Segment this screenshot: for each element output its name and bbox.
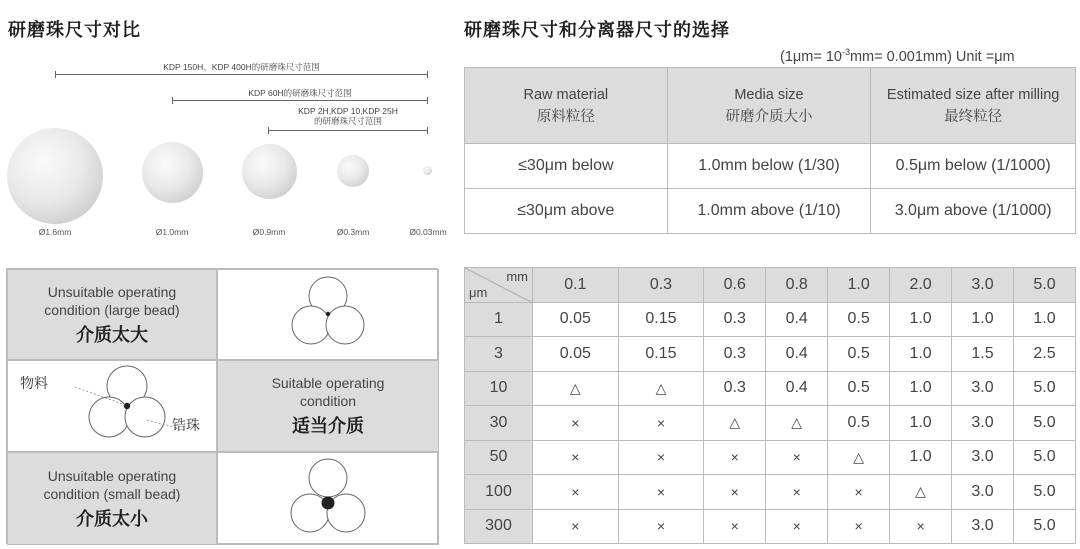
column-header-row (465, 268, 1076, 303)
range-line-60h (172, 100, 428, 101)
table-cell: △ (704, 406, 766, 441)
table-cell: 1.0 (890, 371, 952, 406)
left-title: 研磨珠尺寸对比 (8, 20, 141, 41)
media-size-table (464, 67, 1076, 234)
bead-0-9mm (242, 144, 297, 199)
table-cell: 0.15 (618, 337, 704, 372)
corner-cell (465, 268, 533, 303)
table-cell: 0.15 (618, 302, 704, 337)
diagram-suitable-bead (7, 360, 217, 452)
table-cell: × (704, 475, 766, 510)
table-cell: × (766, 509, 828, 544)
header-raw-material-en: Raw material (523, 86, 609, 103)
table-cell: × (618, 440, 704, 475)
table-cell: × (828, 475, 890, 510)
table-cell: × (533, 406, 619, 441)
table-cell: 5.0 (1013, 475, 1075, 510)
row-header: 30 (465, 406, 533, 441)
table-cell: 0.5μm below (1/1000) (871, 144, 1076, 189)
table-cell: △ (890, 475, 952, 510)
table-cell: 0.5 (828, 302, 890, 337)
range-label-150h: KDP 150H、KDP 400H的研磨珠尺寸范围 (163, 62, 320, 72)
table-cell: ≤30μm below (465, 144, 668, 189)
table-cell: × (618, 509, 704, 544)
table-cell: 3.0 (952, 440, 1014, 475)
row-header: 10 (465, 371, 533, 406)
row-header: 300 (465, 509, 533, 544)
header-media-size (667, 68, 871, 144)
column-header: 5.0 (1013, 268, 1075, 303)
suitable-bead-diagram-icon (67, 362, 177, 450)
bead-label-0-9mm: Ø0.9mm (252, 227, 286, 237)
column-header: 1.0 (828, 268, 890, 303)
table-cell: 0.05 (533, 337, 619, 372)
column-header: 3.0 (952, 268, 1014, 303)
unit-note-prefix: (1μm= 10 (780, 48, 842, 65)
table-cell: × (766, 440, 828, 475)
table-cell: 1.0 (1013, 302, 1075, 337)
condition-suitable-en: Suitable operating condition (271, 375, 385, 409)
bead-selection-table (464, 267, 1076, 544)
table-cell: × (533, 440, 619, 475)
diagram-large-bead (217, 269, 439, 360)
table-cell: 0.5 (828, 371, 890, 406)
unit-note-suffix: mm= 0.001mm) Unit =μm (849, 48, 1015, 65)
table-cell: ≤30μm above (465, 189, 668, 234)
unit-note (780, 47, 1015, 65)
table-cell: 0.4 (766, 337, 828, 372)
header-estimated-size (871, 68, 1076, 144)
table-cell: 1.0 (952, 302, 1014, 337)
header-estimated-size-zh: 最终粒径 (944, 108, 1003, 125)
table-cell: 0.4 (766, 371, 828, 406)
table-cell: 5.0 (1013, 371, 1075, 406)
small-bead-diagram-icon (278, 456, 378, 542)
table-cell: 1.0mm above (1/10) (667, 189, 871, 234)
header-raw-material-zh: 原料粒径 (536, 108, 595, 125)
table-cell: 1.5 (952, 337, 1014, 372)
table-cell: 0.05 (533, 302, 619, 337)
column-header: 0.3 (618, 268, 704, 303)
table-cell: 0.3 (704, 371, 766, 406)
table-cell: 1.0 (890, 440, 952, 475)
table-cell: × (533, 509, 619, 544)
large-bead-diagram-icon (278, 274, 378, 356)
table-cell: △ (533, 371, 619, 406)
range-line-2h (268, 130, 428, 131)
table-cell: 3.0 (952, 371, 1014, 406)
bead-label-1-0mm: Ø1.0mm (155, 227, 189, 237)
condition-small-en: Unsuitable operating condition (small bead) (43, 467, 181, 502)
table-cell: × (618, 475, 704, 510)
material-label: 物料 (20, 376, 48, 392)
table-cell: × (618, 406, 704, 441)
range-label-2h (268, 106, 428, 126)
table-header-row (465, 68, 1076, 144)
table-row (465, 189, 1076, 234)
table-cell: 2.5 (1013, 337, 1075, 372)
bead-1-6mm (7, 128, 103, 224)
column-header: 0.8 (766, 268, 828, 303)
row-header: 3 (465, 337, 533, 372)
column-header: 0.6 (704, 268, 766, 303)
condition-suitable-zh: 适当介质 (292, 416, 364, 437)
table-cell: 0.4 (766, 302, 828, 337)
range-line-150h (55, 74, 428, 75)
table-cell: △ (766, 406, 828, 441)
diagram-small-bead (217, 452, 439, 545)
table-row (465, 406, 1076, 441)
table-row (465, 509, 1076, 544)
table-row (465, 475, 1076, 510)
table-cell: × (890, 509, 952, 544)
table-cell: × (533, 475, 619, 510)
table-cell: × (766, 475, 828, 510)
condition-large-en: Unsuitable operating condition (large bead) (44, 283, 180, 318)
table-cell: △ (618, 371, 704, 406)
table-cell: 5.0 (1013, 509, 1075, 544)
table-row (465, 302, 1076, 337)
header-media-size-en: Media size (734, 86, 804, 103)
header-media-size-zh: 研磨介质大小 (725, 108, 813, 125)
bead-label-1-6mm: Ø1.6mm (38, 227, 72, 237)
table-cell: 5.0 (1013, 406, 1075, 441)
table-cell: 1.0mm below (1/30) (667, 144, 871, 189)
table-row (465, 371, 1076, 406)
table-cell: 0.5 (828, 337, 890, 372)
row-header: 1 (465, 302, 533, 337)
condition-small-cell (7, 452, 217, 545)
table-cell: △ (828, 440, 890, 475)
corner-mm-label: mm (506, 269, 528, 284)
header-estimated-size-en: Estimated size after milling (886, 86, 1060, 103)
column-header: 0.1 (533, 268, 619, 303)
condition-small-zh: 介质太小 (76, 508, 148, 530)
range-label-2h-line1: KDP 2H,KDP 10,KDP 25H (298, 106, 398, 116)
condition-large-cell (7, 269, 217, 360)
bead-label-0-3mm: Ø0.3mm (336, 227, 370, 237)
range-label-60h: KDP 60H的研磨珠尺寸范围 (248, 88, 352, 98)
table-cell: 3.0 (952, 509, 1014, 544)
bead-0-03mm (423, 166, 432, 175)
table-cell: 0.3 (704, 337, 766, 372)
bead-label-0-03mm: Ø0.03mm (409, 227, 447, 237)
table-row (465, 144, 1076, 189)
column-header: 2.0 (890, 268, 952, 303)
row-header: 50 (465, 440, 533, 475)
table-cell: 5.0 (1013, 440, 1075, 475)
corner-um-label: μm (469, 284, 488, 300)
right-title: 研磨珠尺寸和分离器尺寸的选择 (464, 20, 730, 41)
table-cell: × (828, 509, 890, 544)
table-row (465, 337, 1076, 372)
table-cell: × (704, 509, 766, 544)
table-cell: × (704, 440, 766, 475)
range-label-2h-line2: 的研磨珠尺寸范围 (313, 116, 382, 126)
bead-1-0mm (142, 142, 203, 203)
condition-large-zh: 介质太大 (76, 324, 148, 346)
header-raw-material (465, 68, 668, 144)
condition-grid (6, 268, 438, 544)
zirconia-bead-label: 锆珠 (172, 418, 200, 434)
table-cell: 1.0 (890, 406, 952, 441)
table-cell: 3.0 (952, 475, 1014, 510)
table-cell: 1.0 (890, 337, 952, 372)
table-cell: 3.0 (952, 406, 1014, 441)
table-cell: 0.3 (704, 302, 766, 337)
table-cell: 3.0μm above (1/1000) (871, 189, 1076, 234)
row-header: 100 (465, 475, 533, 510)
table-cell: 0.5 (828, 406, 890, 441)
table-cell: 1.0 (890, 302, 952, 337)
condition-suitable-cell (217, 360, 439, 452)
table-row (465, 440, 1076, 475)
unit-note-exponent: -3 (841, 47, 850, 57)
bead-0-3mm (337, 155, 369, 187)
